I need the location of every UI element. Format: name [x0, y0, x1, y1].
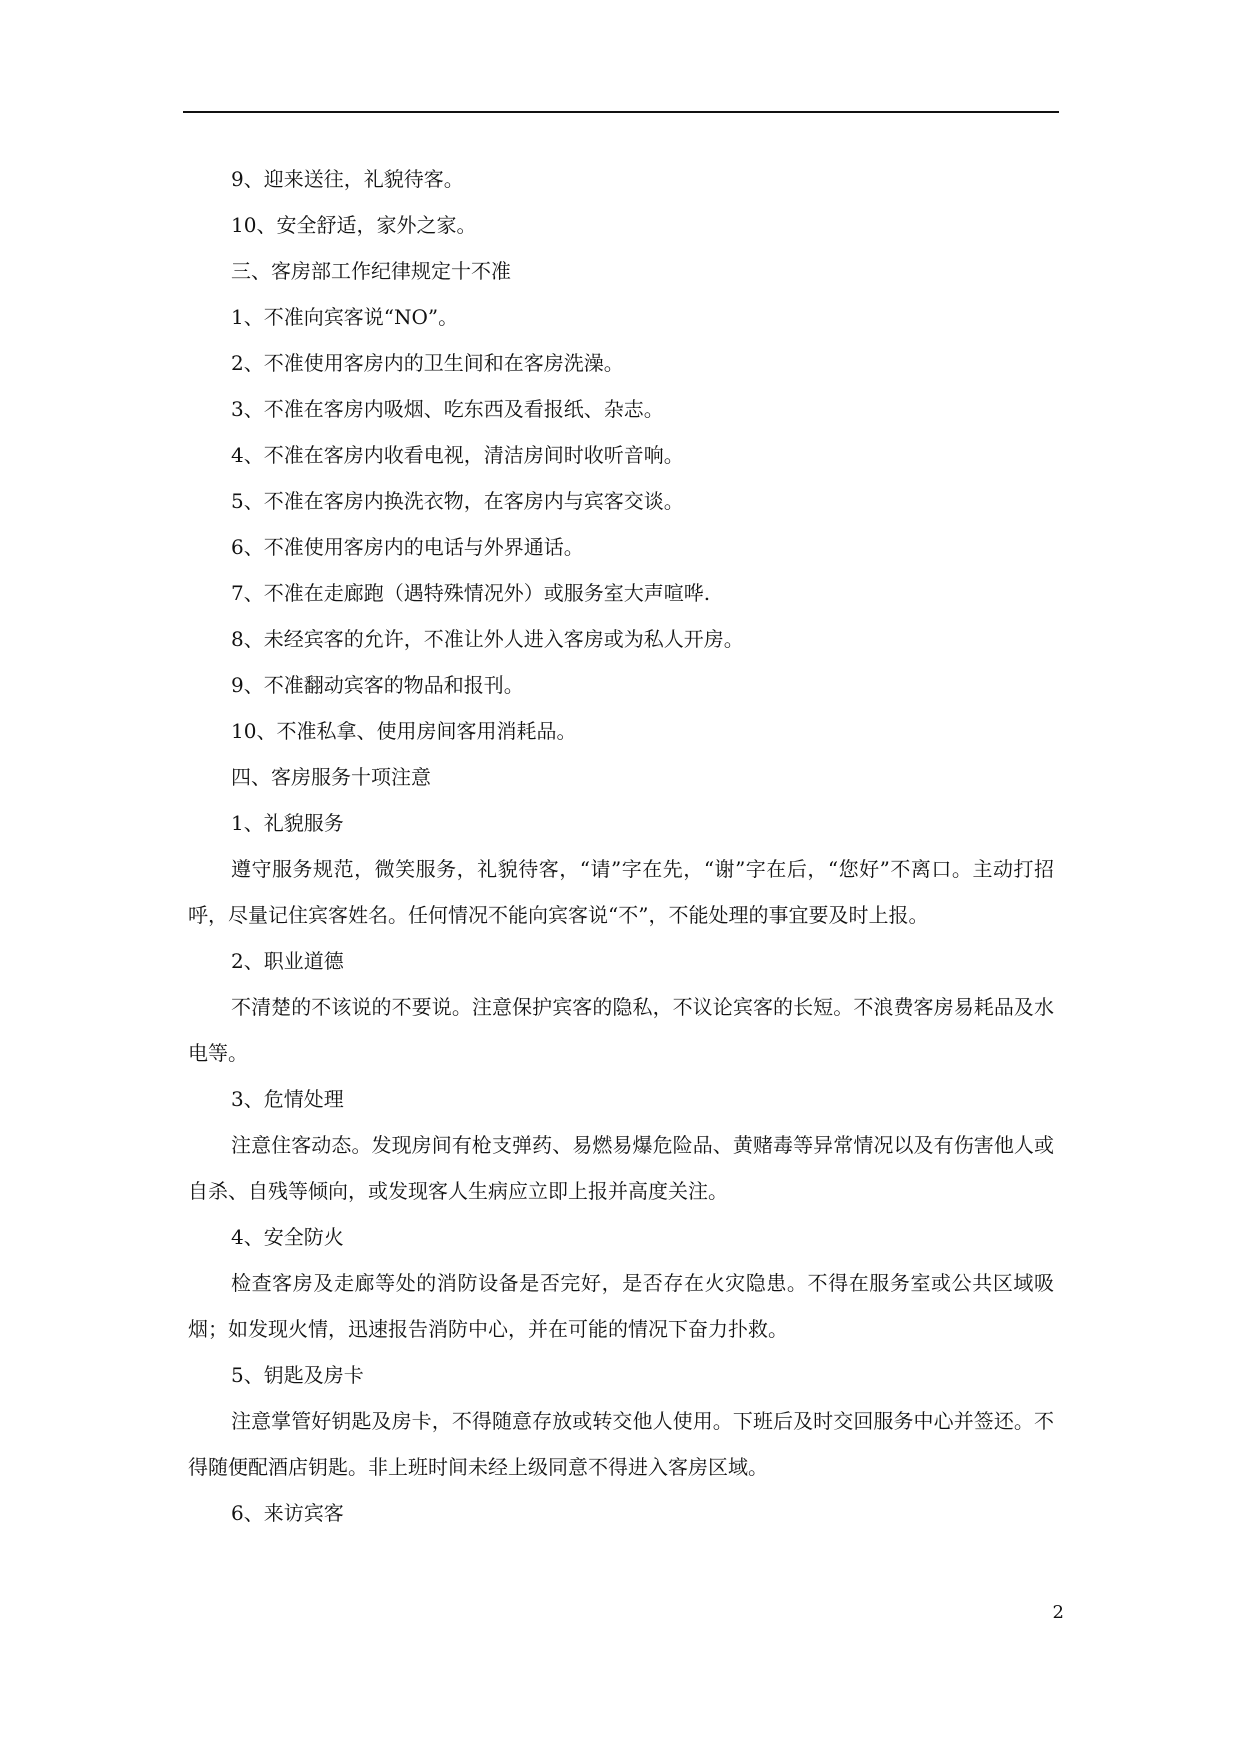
paragraph: 不清楚的不该说的不要说。注意保护宾客的隐私，不议论宾客的长短。不浪费客房易耗品及水电等。 — [188, 995, 1054, 1065]
list-item: 9、不准翻动宾客的物品和报刊。 — [231, 673, 524, 697]
section-heading: 三、客房部工作纪律规定十不准 — [231, 259, 511, 283]
paragraph: 注意掌管好钥匙及房卡，不得随意存放或转交他人使用。下班后及时交回服务中心并签还。不得随便配酒店钥匙。非上班时间未经上级同意不得进入客房区域。 — [188, 1409, 1054, 1479]
list-item: 4、不准在客房内收看电视，清洁房间时收听音响。 — [231, 443, 684, 467]
paragraph: 注意住客动态。发现房间有枪支弹药、易燃易爆危险品、黄赌毒等异常情况以及有伤害他人或自杀、自残等倾向，或发现客人生病应立即上报并高度关注。 — [188, 1133, 1054, 1203]
section-heading: 四、客房服务十项注意 — [231, 765, 431, 789]
list-item: 9、迎来送往，礼貌待客。 — [231, 167, 464, 191]
list-item: 5、不准在客房内换洗衣物，在客房内与宾客交谈。 — [231, 489, 684, 513]
subsection-heading: 5、钥匙及房卡 — [231, 1363, 364, 1387]
page-number: 2 — [1052, 1602, 1064, 1623]
subsection-heading: 4、安全防火 — [231, 1225, 344, 1249]
subsection-heading: 2、职业道德 — [231, 949, 344, 973]
list-item: 6、不准使用客房内的电话与外界通话。 — [231, 535, 584, 559]
list-item: 2、不准使用客房内的卫生间和在客房洗澡。 — [231, 351, 624, 375]
subsection-heading: 6、来访宾客 — [231, 1501, 344, 1525]
list-item: 10、安全舒适，家外之家。 — [231, 213, 477, 237]
list-item: 1、不准向宾客说“NO”。 — [231, 305, 459, 329]
subsection-heading: 3、危情处理 — [231, 1087, 344, 1111]
subsection-heading: 1、礼貌服务 — [231, 811, 344, 835]
document-body — [188, 156, 1054, 1536]
list-item: 8、未经宾客的允许，不准让外人进入客房或为私人开房。 — [231, 627, 744, 651]
list-item: 7、不准在走廊跑（遇特殊情况外）或服务室大声喧哗. — [231, 581, 711, 605]
list-item: 10、不准私拿、使用房间客用消耗品。 — [231, 719, 577, 743]
header-rule — [183, 111, 1059, 113]
list-item: 3、不准在客房内吸烟、吃东西及看报纸、杂志。 — [231, 397, 664, 421]
paragraph: 遵守服务规范，微笑服务，礼貌待客，“请”字在先，“谢”字在后，“您好”不离口。主动打招呼，尽量记住宾客姓名。任何情况不能向宾客说“不”，不能处理的事宜要及时上报。 — [188, 857, 1054, 927]
paragraph: 检查客房及走廊等处的消防设备是否完好，是否存在火灾隐患。不得在服务室或公共区域吸烟；如发现火情，迅速报告消防中心，并在可能的情况下奋力扑救。 — [188, 1271, 1054, 1341]
